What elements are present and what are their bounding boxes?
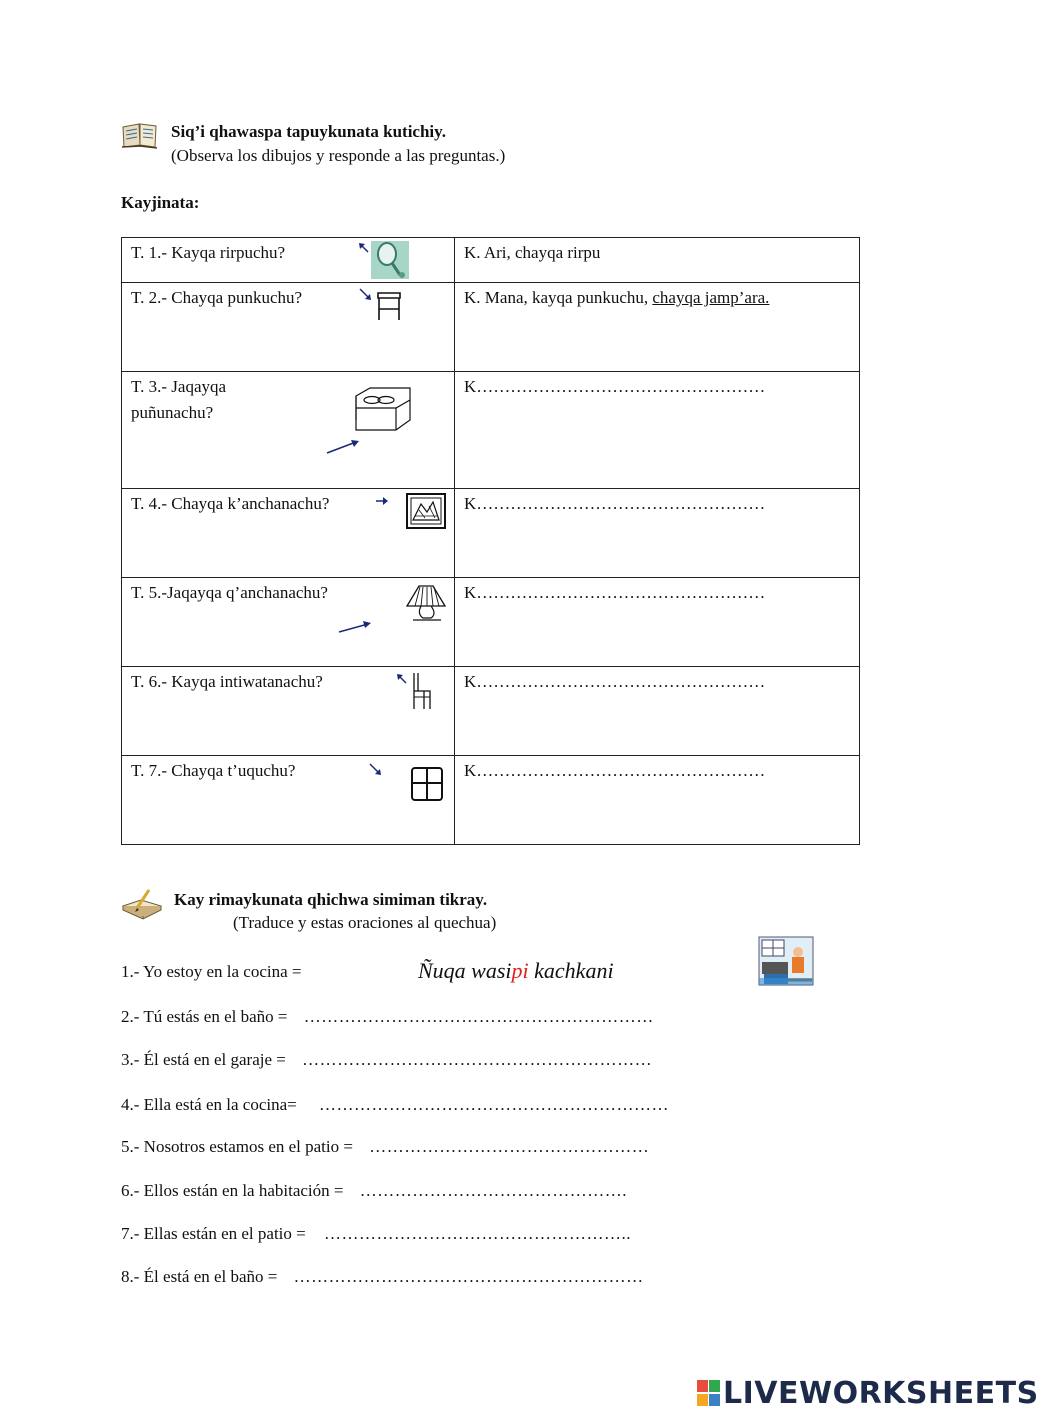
translation-item: [121, 1137, 649, 1157]
logo-badge-icon: [697, 1378, 721, 1408]
arrow-icon: [326, 439, 360, 455]
bed-icon: [352, 380, 414, 434]
section2-title: Kay rimaykunata qhichwa simiman tikray.: [174, 890, 488, 909]
translation-blank[interactable]: ……………………………………………..: [323, 1224, 631, 1243]
translation-item: [121, 1095, 669, 1115]
questions-table: [121, 237, 860, 845]
example-prompt: 1.- Yo estoy en la cocina =: [121, 962, 302, 981]
answer-blank[interactable]: K……………………………………………: [464, 761, 766, 780]
table-row: [122, 238, 860, 283]
answer-blank[interactable]: K……………………………………………: [464, 494, 766, 513]
translation-prompt: 4.- Ella está en la cocina=: [121, 1095, 297, 1114]
book-icon: [121, 121, 159, 149]
chair-icon: [410, 671, 434, 711]
section1-subtitle: (Observa los dibujos y responde a las preguntas.): [171, 146, 506, 165]
table-row: [122, 578, 860, 667]
table-icon: [376, 289, 402, 321]
question-text: T. 4.- Chayqa k’anchanachu?: [131, 494, 330, 513]
question-text: T. 7.- Chayqa t’uquchu?: [131, 761, 296, 780]
example-answer-part: kachkani: [528, 958, 614, 983]
answer-text: K. Ari, chayqa rirpu: [464, 243, 601, 262]
mirror-icon: [370, 240, 410, 280]
translation-item: [121, 1267, 644, 1287]
window-picture-icon: [405, 492, 447, 530]
section1-title: Siq’i qhawaspa tapuykunata kutichiy.: [171, 122, 446, 141]
question-text: [131, 374, 226, 426]
question-text: T. 5.-Jaqayqa q’anchanachu?: [131, 583, 328, 602]
section2-subtitle: (Traduce y estas oraciones al quechua): [233, 913, 497, 932]
answer-text: [464, 285, 769, 311]
arrow-icon: [368, 762, 382, 776]
translation-prompt: 6.- Ellos están en la habitación =: [121, 1181, 344, 1200]
translation-item: [121, 1007, 654, 1027]
arrow-icon: [358, 287, 372, 301]
table-row: [122, 489, 860, 578]
question-text: T. 1.- Kayqa rirpuchu?: [131, 243, 286, 262]
arrow-icon: [338, 620, 372, 634]
logo-text: LIVEWORKSHEETS: [723, 1375, 1039, 1411]
answer-blank[interactable]: K……………………………………………: [464, 583, 766, 602]
example-answer-suffix: pi: [511, 958, 529, 983]
answer-blank[interactable]: K……………………………………………: [464, 672, 766, 691]
liveworksheets-logo[interactable]: [697, 1376, 1039, 1410]
translation-blank[interactable]: ……………………………………………………: [318, 1095, 669, 1114]
table-row: [122, 756, 860, 845]
translation-prompt: 7.- Ellas están en el patio =: [121, 1224, 306, 1243]
arrow-icon: [375, 495, 389, 507]
lamp-icon: [405, 582, 449, 624]
translation-item: [121, 1050, 652, 1070]
translation-blank[interactable]: ……………………………………….: [359, 1181, 627, 1200]
arrow-icon: [396, 673, 410, 687]
kitchen-picture-icon: [758, 936, 814, 986]
question-line: puñunachu?: [131, 403, 214, 422]
translation-prompt: 3.- Él está en el garaje =: [121, 1050, 286, 1069]
table-row: [122, 667, 860, 756]
answer-underlined: chayqa jamp’ara.: [652, 288, 770, 307]
translation-prompt: 8.- Él está en el baño =: [121, 1267, 278, 1286]
translation-blank[interactable]: ……………………………………………………: [303, 1007, 654, 1026]
example-answer-part: Ñuqa wasi: [418, 958, 512, 983]
answer-blank[interactable]: K……………………………………………: [464, 377, 766, 396]
book-pencil-icon: [121, 888, 163, 920]
question-line: T. 3.- Jaqayqa: [131, 377, 227, 396]
translation-item: [121, 1224, 631, 1244]
translation-blank[interactable]: ……………………………………………………: [293, 1267, 644, 1286]
translation-blank[interactable]: …………………………………………: [369, 1137, 650, 1156]
translation-prompt: 5.- Nosotros estamos en el patio =: [121, 1137, 353, 1156]
question-text: T. 2.- Chayqa punkuchu?: [131, 288, 303, 307]
window-icon: [410, 766, 444, 802]
answer-text-part: K. Mana, kayqa punkuchu,: [464, 288, 653, 307]
question-text: T. 6.- Kayqa intiwatanachu?: [131, 672, 323, 691]
table-row: [122, 283, 860, 372]
translation-blank[interactable]: ……………………………………………………: [302, 1050, 653, 1069]
translation-prompt: 2.- Tú estás en el baño =: [121, 1007, 288, 1026]
table-row: [122, 372, 860, 489]
example-answer: [418, 958, 614, 984]
section1-heading: Kayjinata:: [121, 193, 200, 212]
translation-item: [121, 1181, 627, 1201]
